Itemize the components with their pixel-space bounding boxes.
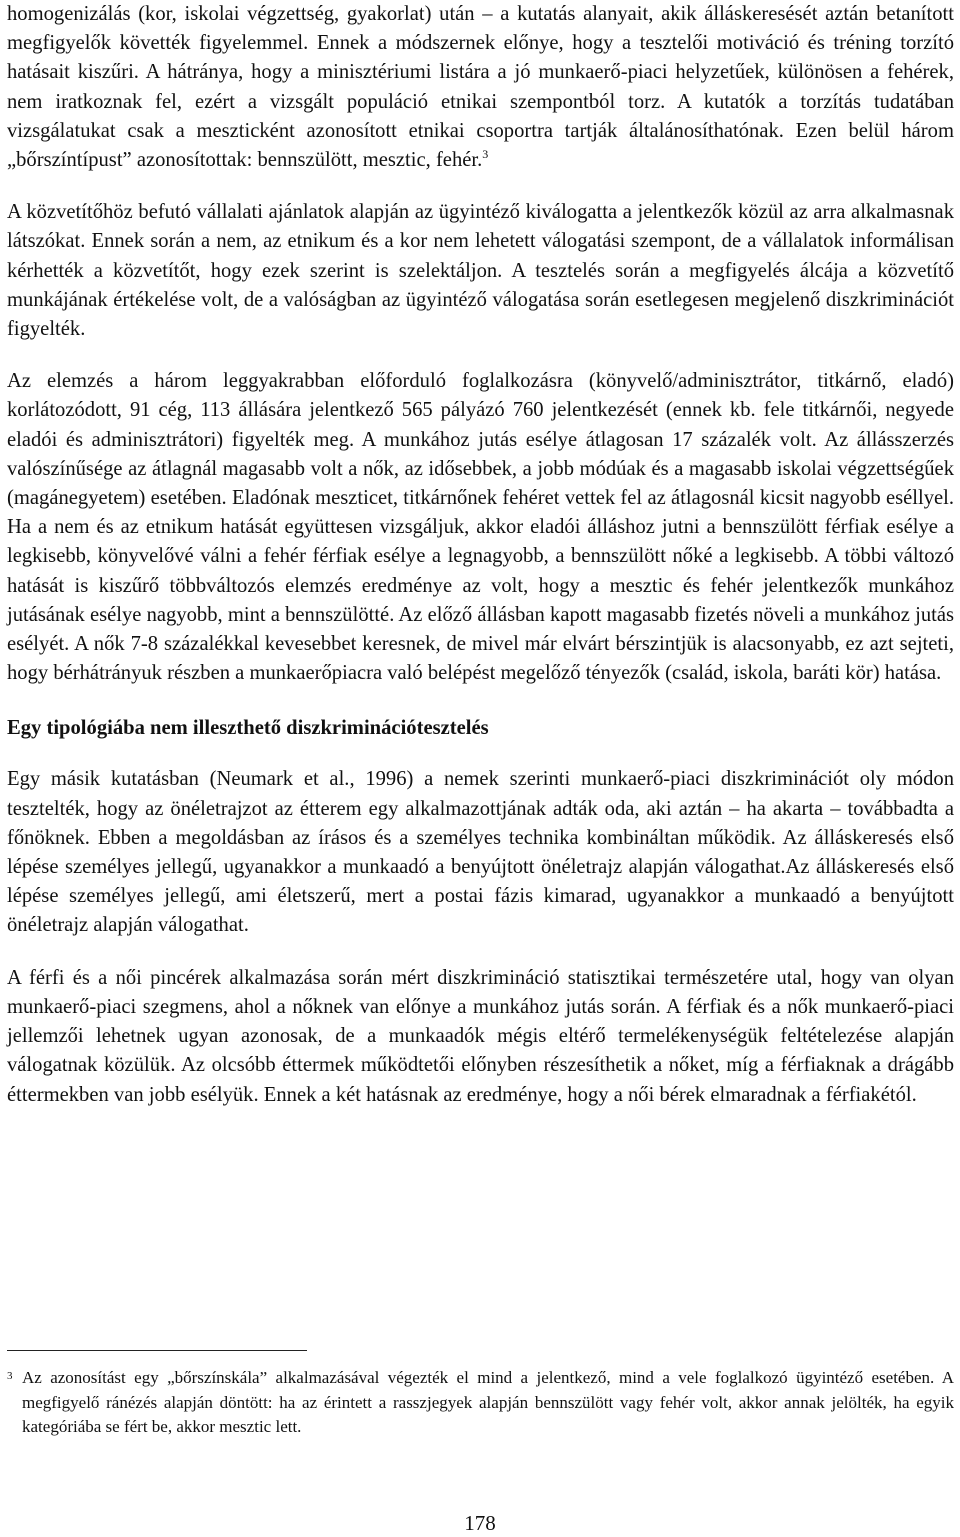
footnote xyxy=(7,1366,954,1440)
paragraph-1-text: homogenizálás (kor, iskolai végzettség, gyakorlat) után – a kutatás alanyait, akik álláskeresését aztán betanított megfigyelők követték figyelemmel. Ennek a módszernek előnye, hogy a tesztelői motiváció és tréning torzító hatásait kiszűri. A hátránya, hogy a minisztériumi listára a jó munkaerő-piaci helyzetűek, különösen a fehérek, nem iratkoznak fel, ezért a vizsgált populáció etnikai szempontból torz. A kutatók a torzítás tudatában vizsgálatukat csak a meszticként azonosított etnikai csoportra tartják általánosíthatónak. Ezen belül három „bőrszíntípust” azonosítottak: bennszülött, mesztic, fehér. xyxy=(7,3,954,172)
footnote-divider xyxy=(7,1350,307,1351)
section-heading: Egy tipológiába nem illeszthető diszkriminációtesztelés xyxy=(7,717,489,740)
page-content xyxy=(7,0,954,1110)
footnote-reference[interactable]: 3 xyxy=(482,147,489,162)
paragraph-5: A férfi és a női pincérek alkalmazása során mért diszkrimináció statisztikai természetére utal, hogy van olyan munkaerő-piaci szegmens, ahol a nőknek van előnye a munkához jutás során. A férfiak és a nők munkaerő-piaci jellemzői lehetnek ugyan azonosak, de a munkaadók mégis eltérő termelékenységük feltételezése alapján válogatnak közülük. Az olcsóbb éttermek működtetői előnyben részesíthetik a nőket, míg a férfiaknak a drágább éttermekben van jobb esélyük. Ennek a két hatásnak az eredménye, hogy a női bérek elmaradnak a férfiakétól. xyxy=(7,966,954,1106)
page-number: 178 xyxy=(464,1511,496,1535)
paragraph-1 xyxy=(7,0,954,175)
paragraph-4: Egy másik kutatásban (Neumark et al., 1996) a nemek szerinti munkaerő-piaci diszkriminációt oly módon tesztelték, hogy az önéletrajzot az étterem egy alkalmazottjának adták oda, aki aztán – ha akarta – továbbadta a főnöknek. Ebben a megoldásban az írásos és a személyes technika kombináltan működik. Az álláskeresés első lépése személyes jellegű, ugyanakkor a munkaadó a benyújtott önéletrajz alapján válogathat.Az álláskeresés első lépése személyes jellegű, ami életszerű, mert a postai fázis kimarad, ugyanakkor a munkaadó a benyújtott önéletrajz alapján válogathat. xyxy=(7,768,954,937)
footnote-marker: 3 xyxy=(7,1370,13,1382)
paragraph-3: Az elemzés a három leggyakrabban előforduló foglalkozásra (könyvelő/adminisztrátor, titkárnő, eladó) korlátozódott, 91 cég, 113 állására jelentkező 565 pályázó 760 jelentkezését (ennek kb. fele titkárnői, negyede eladói és adminisztrátori) figyelték meg. A munkához jutás esélye átlagosan 17 százalék volt. Az állásszerzés valószínűsége az átlagnál magasabb volt a nők, az idősebbek, a jobb módúak és a magasabb iskolai végzettségűek (magánegyetem) esetében. Eladónak meszticet, titkárnőnek fehéret vettek fel az átlagosnál kicsit nagyobb eséllyel. Ha a nem és az etnikum hatását együttesen vizsgáljuk, akkor eladói álláshoz jutni a bennszülött férfiak esélye a legkisebb, könyvelővé válni a fehér férfiak esélye a legnagyobb, a bennszülött nőké a legkisebb. A többi változó hatását is kiszűrő többváltozós elemzés eredménye az volt, hogy a mesztic és fehér jelentkezők munkához jutásának esélye nagyobb, mint a bennszülötté. Az előző állásban kapott magasabb fizetés növeli a munkához jutás esélyét. A nők 7-8 százalékkal kevesebbet keresnek, de mivel már elvárt bérszintjük is alacsonyabb, ez azt sejteti, hogy bérhátrányuk részben a munkaerőpiacra való belépést megelőző tényezők (család, iskola, baráti kör) hatása. xyxy=(7,370,954,685)
footnote-text: Az azonosítást egy „bőrszínskála” alkalmazásával végezték el mind a jelentkező, mind a vele foglalkozó ügyintéző esetében. A megfigyelő ránézés alapján döntött: ha az érintett a rasszjegyek alapján bennszülött vagy fehér volt, akkor annak jelölték, ha egyik kategóriába se fért be, akkor mesztic lett. xyxy=(22,1368,954,1436)
paragraph-2: A közvetítőhöz befutó vállalati ajánlatok alapján az ügyintéző kiválogatta a jelentkezők közül az arra alkalmasnak látszókat. Ennek során a nem, az etnikum és a kor nem lehetett válogatási szempont, de a vállalatok informálisan kérhették a közvetítőt, hogy ezek szerint is szelektáljon. A tesztelés során a megfigyelés álcája a közvetítő munkájának értékelése volt, de a valóságban az ügyintéző válogatása során esetlegesen megjelenő diszkriminációt figyelték. xyxy=(7,201,954,341)
